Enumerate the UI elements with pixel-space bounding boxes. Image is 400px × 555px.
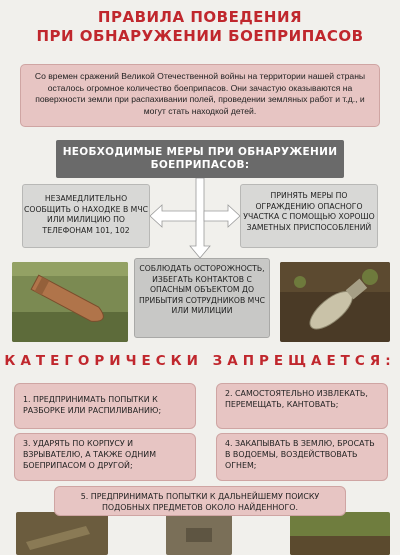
forbidden-item: 3. УДАРЯТЬ ПО КОРПУСУ И ВЗРЫВАТЕЛЮ, А ТАКЖЕ ОДНИМ БОЕПРИПАСОМ О ДРУГОЙ; — [14, 433, 196, 481]
measure-report-box: НЕЗАМЕДЛИТЕЛЬНО СООБЩИТЬ О НАХОДКЕ В МЧС ИЛИ МИЛИЦИЮ ПО ТЕЛЕФОНАМ 101, 102 — [22, 184, 150, 248]
ground-photo-left — [16, 512, 108, 555]
poster-title — [0, 8, 400, 46]
measure-caution-box: СОБЛЮДАТЬ ОСТОРОЖНОСТЬ, ИЗБЕГАТЬ КОНТАКТОВ С ОПАСНЫМ ОБЪЕКТОМ ДО ПРИБЫТИЯ СОТРУДНИКОВ МЧС ИЛИ МИЛИЦИИ — [134, 258, 270, 338]
forbidden-item: 2. САМОСТОЯТЕЛЬНО ИЗВЛЕКАТЬ, ПЕРЕМЕЩАТЬ, КАНТОВАТЬ; — [216, 383, 388, 429]
measures-heading-line2: БОЕПРИПАСОВ: — [150, 159, 250, 171]
arrow-vertical — [190, 178, 210, 258]
arrow-right — [204, 205, 240, 227]
forbidden-item: 5. ПРЕДПРИНИМАТЬ ПОПЫТКИ К ДАЛЬНЕЙШЕМУ ПОИСКУ ПОДОБНЫХ ПРЕДМЕТОВ ОКОЛО НАЙДЕННОГО. — [54, 486, 346, 516]
ground-photo-right — [290, 512, 390, 555]
intro-text: Со времен сражений Великой Отечественной войны на территории нашей страны осталось огромное количество боеприпасов. Они зачастую оказываются на поверхности земли при распахивании полей, проведении земляных работ и т.д., и могут стать находкой детей. — [20, 64, 380, 127]
ground-photo-middle — [166, 514, 232, 555]
poster-title-line1: ПРАВИЛА ПОВЕДЕНИЯ — [97, 8, 303, 26]
measures-heading — [56, 140, 344, 178]
forbidden-item: 4. ЗАКАПЫВАТЬ В ЗЕМЛЮ, БРОСАТЬ В ВОДОЕМЫ, ВОЗДЕЙСТВОВАТЬ ОГНЕМ; — [216, 433, 388, 481]
arrow-left — [150, 205, 196, 227]
measures-heading-line1: НЕОБХОДИМЫЕ МЕРЫ ПРИ ОБНАРУЖЕНИИ — [62, 146, 338, 158]
poster-title-line2: ПРИ ОБНАРУЖЕНИИ БОЕПРИПАСОВ — [36, 27, 364, 45]
mine-photo — [280, 262, 390, 342]
measure-fence-box: ПРИНЯТЬ МЕРЫ ПО ОГРАЖДЕНИЮ ОПАСНОГО УЧАСТКА С ПОМОЩЬЮ ХОРОШО ЗАМЕТНЫХ ПРИСПОСОБЛЕНИЙ — [240, 184, 378, 248]
shell-photo — [12, 262, 128, 342]
forbidden-item: 1. ПРЕДПРИНИМАТЬ ПОПЫТКИ К РАЗБОРКЕ ИЛИ РАСПИЛИВАНИЮ; — [14, 383, 196, 429]
forbidden-heading: КАТЕГОРИЧЕСКИ ЗАПРЕЩАЕТСЯ: — [4, 353, 396, 369]
